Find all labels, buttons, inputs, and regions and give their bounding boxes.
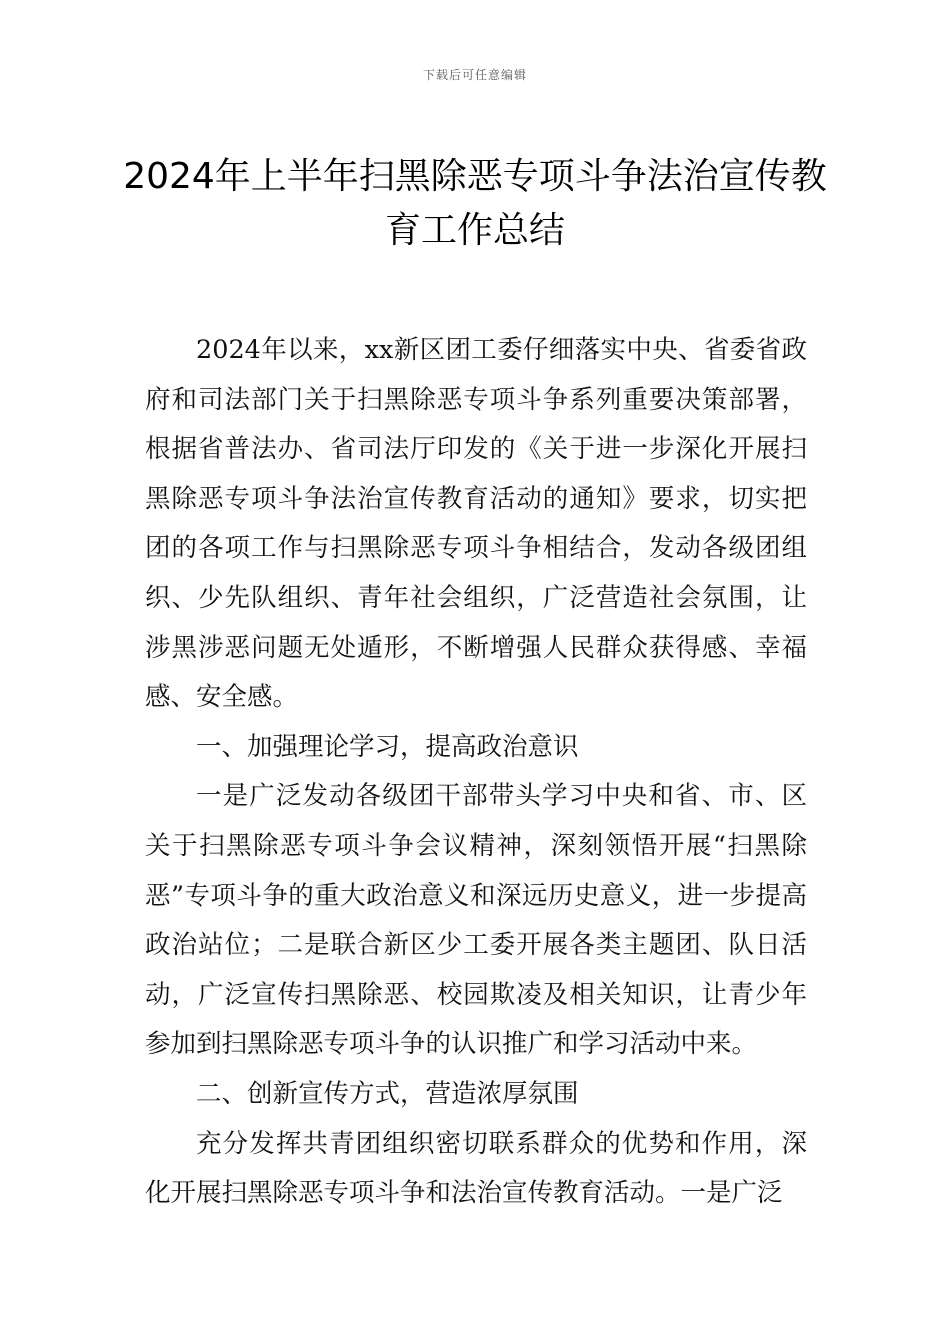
header-note: 下载后可任意编辑 xyxy=(422,68,527,82)
paragraph-intro: 2024年以来，xx新区团工委仔细落实中央、省委省政府和司法部门关于扫黑除恶专项斗争系列重要决策部署，根据省普法办、省司法厅印发的《关于进一步深化开展扫黑除恶专项斗争法治宣传教育活动的通知》要求，切实把团的各项工作与扫黑除恶专项斗争相结合，发动各级团组织、少先队组织、青年社会组织，广泛营造社会氛围，让涉黑涉恶问题无处遁形，不断增强人民群众获得感、幸福感、安全感。 xyxy=(145,335,807,713)
paragraph-section-2: 充分发挥共青团组织密切联系群众的优势和作用，深化开展扫黑除恶专项斗争和法治宣传教育活动。一是广泛 xyxy=(145,1128,807,1209)
document-body xyxy=(145,326,807,1219)
document-title: 2024年上半年扫黑除恶专项斗争法治宣传教育工作总结 xyxy=(123,156,827,251)
paragraph-section-1: 一是广泛发动各级团干部带头学习中央和省、市、区关于扫黑除恶专项斗争会议精神，深刻领悟开展“扫黑除恶”专项斗争的重大政治意义和深远历史意义，进一步提高政治站位；二是联合新区少工委开展各类主题团、队日活动，广泛宣传扫黑除恶、校园欺凌及相关知识，让青少年参加到扫黑除恶专项斗争的认识推广和学习活动中来。 xyxy=(145,781,807,1060)
section-heading-2: 二、创新宣传方式，营造浓厚氛围 xyxy=(196,1078,579,1109)
section-heading-1: 一、加强理论学习，提高政治意识 xyxy=(196,731,579,762)
